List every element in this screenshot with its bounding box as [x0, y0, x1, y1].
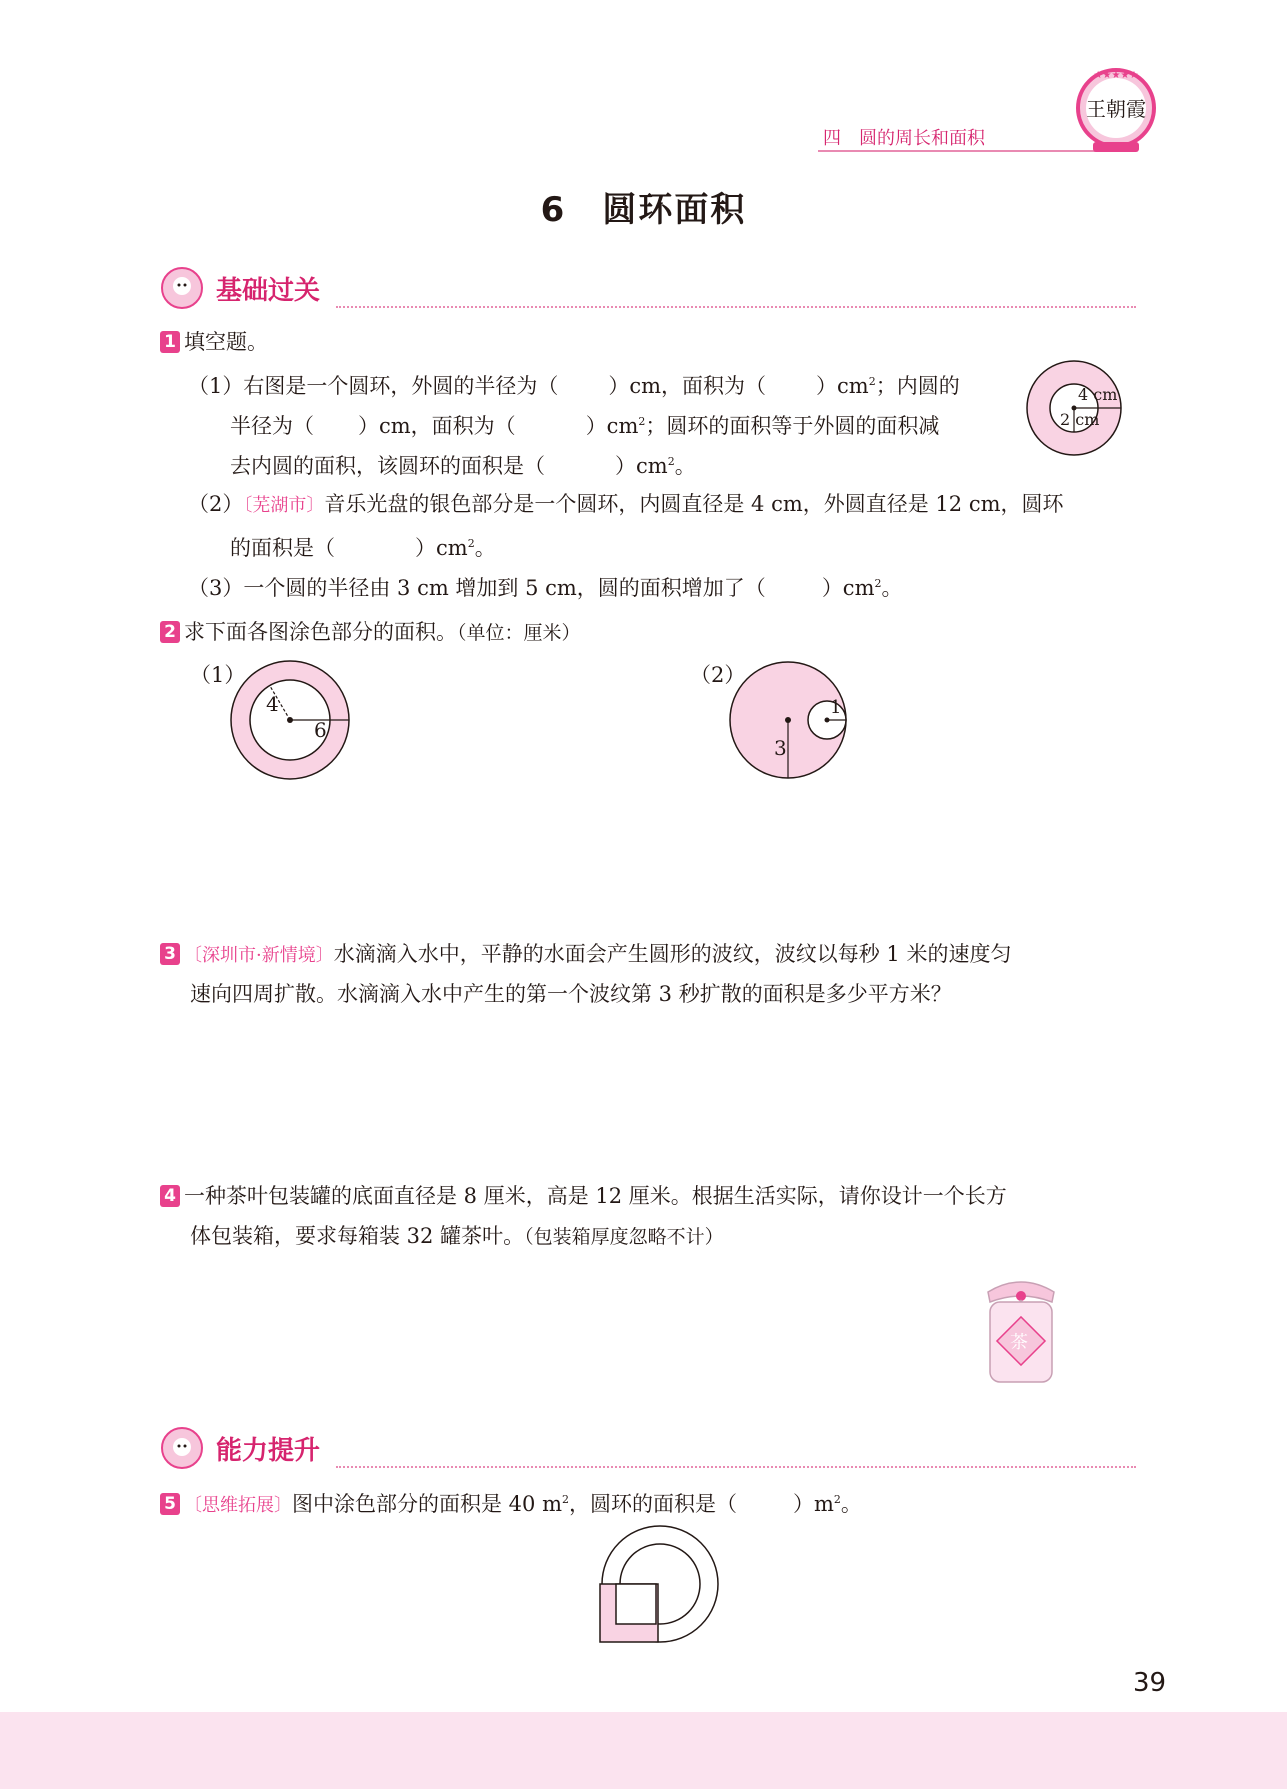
- section-divider: [336, 306, 1136, 308]
- big-radius-3: 3: [774, 736, 787, 760]
- question-3-line1: 3 〔深圳市·新情境〕水滴滴入水中，平静的水面会产生圆形的波纹，波纹以每秒 1 米的速度匀: [160, 934, 1011, 976]
- q1-part2-line2: 的面积是（ ）$cm^2$。: [230, 536, 496, 560]
- section-divider: [336, 1466, 1136, 1468]
- question-number: 2: [160, 621, 180, 643]
- chapter-title: 四 圆的周长和面积: [823, 128, 985, 149]
- svg-text:★★★★★: ★★★★★: [1093, 70, 1139, 81]
- q1-part1-line1: （1）右图是一个圆环，外圆的半径为（ ）cm，面积为（ ）$cm^2$；内圆的: [188, 374, 960, 398]
- question-1-stem: [160, 322, 268, 362]
- small-radius-1: 1: [830, 697, 842, 718]
- page-number: 39: [1133, 1668, 1167, 1698]
- circles-figure-q2-2: [728, 658, 860, 782]
- question-3-line2: 速向四周扩散。水滴滴入水中产生的第一个波纹第 3 秒扩散的面积是多少平方米？: [190, 982, 952, 1006]
- question-number: 1: [160, 331, 180, 353]
- question-number: 3: [160, 943, 180, 965]
- q1-part1-line3: 去内圆的面积，该圆环的面积是（ ）$cm^2$。: [230, 454, 696, 478]
- mascot-icon: [160, 1426, 204, 1470]
- section-title-basic: 基础过关: [216, 276, 321, 306]
- q1-part3: （3）一个圆的半径由 3 cm 增加到 5 cm，圆的面积增加了（ ）$cm^2$。: [188, 576, 903, 600]
- q1-part2-line1: （2）〔芜湖市〕音乐光盘的银色部分是一个圆环，内圆直径是 4 cm，外圆直径是 12 cm，圆环: [188, 492, 1064, 516]
- jar-label: 茶: [1010, 1332, 1028, 1353]
- outer-radius-6: 6: [314, 718, 327, 742]
- outer-radius-label: 4 cm: [1078, 385, 1118, 404]
- section-title-advanced: 能力提升: [216, 1436, 321, 1466]
- mascot-icon: [160, 266, 204, 310]
- question-number: 5: [160, 1493, 180, 1515]
- brand-logo: [1073, 58, 1159, 158]
- q2-fig1-label: （1）: [190, 663, 246, 687]
- question-5: 5 〔思维拓展〕图中涂色部分的面积是 40 $m^2$，圆环的面积是（ ）$m^2$。: [160, 1480, 862, 1526]
- ring-figure-q2-1: [228, 658, 358, 788]
- footer-band: [0, 1712, 1287, 1789]
- ring-square-figure-q5: [596, 1524, 722, 1648]
- svg-text:王朝霞: 王朝霞: [1086, 97, 1146, 121]
- question-2-stem: 2 求下面各图涂色部分的面积。（单位：厘米）: [160, 612, 581, 653]
- inner-radius-4: 4: [266, 692, 279, 716]
- source-tag: 〔思维拓展〕: [184, 1495, 292, 1516]
- question-4-line2: 体包装箱，要求每箱装 32 罐茶叶。（包装箱厚度忽略不计）: [190, 1224, 724, 1248]
- source-tag: 〔深圳市·新情境〕: [184, 945, 334, 966]
- q1-part1-line2: 半径为（ ）cm，面积为（ ）$cm^2$；圆环的面积等于外圆的面积减: [230, 414, 940, 438]
- question-number: 4: [160, 1185, 180, 1207]
- source-tag: 〔芜湖市〕: [243, 495, 325, 516]
- tea-jar-illustration: [968, 1262, 1074, 1386]
- q2-fig2-label: （2）: [690, 663, 746, 687]
- inner-radius-label: 2 cm: [1060, 410, 1100, 429]
- q1-stem-text: 填空题。: [184, 330, 268, 354]
- page-title: 6 圆环面积: [540, 190, 747, 230]
- question-4-line1: 4 一种茶叶包装罐的底面直径是 8 厘米，高是 12 厘米。根据生活实际，请你设计一个长方: [160, 1176, 1007, 1216]
